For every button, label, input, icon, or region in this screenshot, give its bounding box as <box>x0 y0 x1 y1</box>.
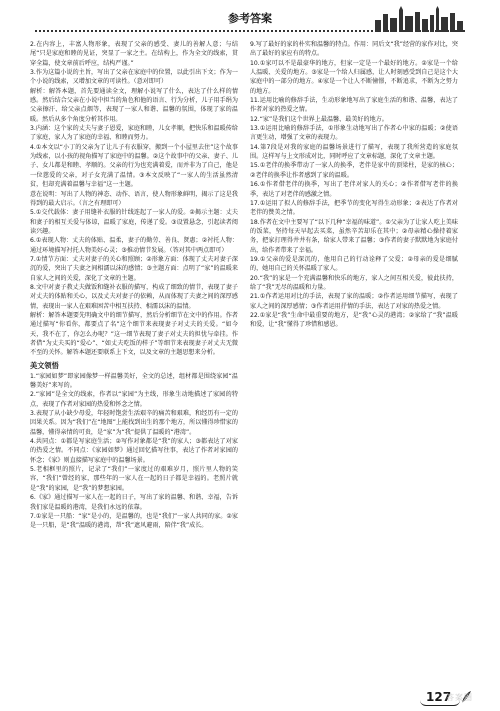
answer-item: 14.第7段是对我的家庭的温馨场景进行了描写，表现了我所营造的家庭氛围。这样写与上文形成对比，同时呼应了文章标题，深化了文章主题。 <box>250 143 458 161</box>
answer-item: 12.“家”是我们这个世界上最温馨、最美好的地方。 <box>250 115 388 123</box>
answer-item: 1.“家园如梦”即家园像梦一样温馨美好，全文的总述，组材都是围绕家园“温馨美好”来写的。 <box>30 372 238 390</box>
answer-item: 2.“家园”是全文的线索，作者以“家园”为主线，形象生动地描述了家园的特点，表现了作者对家园的热爱和怀念之情。 <box>30 391 238 408</box>
answer-item: 解析：解答本题要先明确文中的细节描写，然后分析细节在文中的作用。作者通过描写“你看你，都要点了名”这个细节来表现妻子对丈夫的关爱。“如今天，我不在了，你怎么办呢？”这一细节表现了妻子对丈夫的担忧与牵挂。作者借“为丈夫买的“爱心”、“如丈夫吃饭的样子”等细节来表现妻子对丈夫无微不至的关怀。解答本题还要联系上下文，以及文章的主题思想来分析。 <box>30 311 238 357</box>
answer-item: 5.老相框里的照片，记录了“我们”一家度过的艰难岁月，照片里人物的笑容，“我们”曾经的家，那些年的一家人在一起的日子都是幸福的。老照片就是“我”的家园，是“我”的梦想家园。 <box>30 466 238 492</box>
answer-item: 解析：解答本题，首先要通读全文，理解小说写了什么，表达了什么样的情感。然后结合父亲在小说中担当的角色和他的语言、行为分析，儿子用手绢为父亲擦汗、给父亲点烟等，表现了一家人和谐、温馨的氛围，体现了家的温暖。然后从多个角度分析其作用。 <box>30 87 238 123</box>
answer-item: 19.①父亲的爱是深沉的，他用自己的行动诠释了父爱；②母亲的爱是细腻的，她用自己的关怀温暖了家人。 <box>250 255 458 273</box>
page-number: 127 <box>426 690 452 704</box>
answer-item: 3.表现了从小缺少母爱，年轻时饱尝生活艰辛的痛苦和艰难，和经历有一定的因果关系。因为“我们”在“地图”上能找到出生的那个地方，所以懂得珍惜家的温馨，懂得亲情的可贵，是“家”为“我”提供了温暖的“港湾”。 <box>30 410 238 436</box>
answer-item: 7.①家是一只船：“家”是小的，是温馨的，也是“我们”一家人共同的家。②家是一只船，是“我”温暖的港湾，帮“我”遮风避雨，陪伴“我”成长。 <box>30 512 238 530</box>
answer-item: 8.文中对妻子教丈夫做饭和缝补衣服的描写，构成了细致的情节，表现了妻子对丈夫的体贴和关心，以及丈夫对妻子的依赖，从而体现了夫妻之间的深厚感情，表现出一家人在艰难困苦中相互扶持、相濡以沫的温情。 <box>30 283 238 310</box>
page-title: 参考答案 <box>228 12 272 25</box>
answer-item: 21.①作者运用对比的手法，表现了家的温暖；②作者运用细节描写，表现了家人之间的深厚感情；③作者运用抒情的手法，表达了对家的热爱之情。 <box>250 293 458 310</box>
page-header <box>0 0 500 40</box>
answer-item: 15.①老伴的换季带动了一家人的换季，老伴是家中的顶梁柱，是家的核心；②老伴的换季让作者感到了家的温暖。 <box>250 162 458 179</box>
left-column <box>30 40 238 688</box>
answer-item: 18.作者在文中主要写了“以下几种“幸福的味道”。①父亲为了让家人吃上美味的饭菜，坚持每天早起去买菜，虽然辛苦却乐在其中；②母亲精心操持着家务，把家打理得井井有条，给家人带来了温馨；③作者的妻子默默地为家庭付出，给作者带来了幸福。 <box>250 218 458 254</box>
answer-item: 6.《家》通过描写一家人在一起的日子，写出了家的温馨、和谐、幸福，告诉我们家是温暖的港湾，是我们永远的依靠。 <box>30 494 238 511</box>
answer-item: 4.①本文以“小丁的父亲为了让儿子有衣服穿，搬到一个小屋里去住”这个故事为线索，以小孩的视角描写了家庭中的温馨。②这个故事中的父亲、妻子、儿子、女儿都是和睦、孝顺的。父亲的行为也充满着爱，而并非为了自己，他是一位慈爱的父亲，对子女充满了温情。③本文反映了“一家人的生活虽然清贫，但却充满着温馨与幸福”这一主题。 <box>30 143 238 189</box>
answer-item: 20.“我”的家是一个充满温馨和快乐的地方，家人之间互相关爱，彼此扶持，给了“我”无尽的温暖和力量。 <box>250 274 458 291</box>
answer-item: 10.①家可以不是最豪华的地方，但家一定是一个最好的地方。②家是一个给人温暖、关爱的地方。③家是一个给人归属感，让人时刻感受到自己是这个大家庭中的一部分的地方。④家是一个让人不断憧憬，不断追求，不断为之努力的地方。 <box>250 59 458 95</box>
answer-item: 5.①交代载体：妻子用缝补衣服的针线连起了一家人的爱。②揭示主题：丈夫和妻子的相互关爱与体谅，温暖了家庭，传递了爱。③设置悬念，引起读者阅读兴趣。 <box>30 209 238 235</box>
answer-item: 3.作为这篇小说的主旨，写出了父亲在家庭中的位置，以此引出下文；作为一个小说的线索，又增加文章的可读性。（意对即可） <box>30 69 238 86</box>
answer-item: 11.运用比喻的修辞手法，生动形象地写出了家庭生活的和谐、温馨，表达了作者对家的热爱之情。 <box>250 97 458 114</box>
skyline-decoration-icon <box>375 6 463 32</box>
answer-item: 6.①表现人物：丈夫的体贴、温柔，妻子的勤劳、善良、贤惠；②衬托人物：通过环境描写衬托人物美好心灵；③推动情节发展。（答对其中两点即可） <box>30 237 238 254</box>
answer-item: 16.①作者借老伴的换季，写出了老伴对家人的关心；②作者借写老伴的换季，表达了对老伴的感激之情。 <box>250 181 458 198</box>
answer-item: 3.内涵：这个家的丈夫与妻子恩爱，家庭和睦，儿女孝顺，把快乐和温暖传给了家庭，家人为了家庭的幸福、和睦而努力。 <box>30 125 238 142</box>
answer-item: 13.①运用比喻的修辞手法，①形象生动地写出了作者心中家的温暖；②使语言更生动，增强了文章的表现力。 <box>250 125 458 142</box>
right-answer-list <box>250 40 458 330</box>
answer-item: 2.在内容上，丰富人物形象，表现了父亲的感受、妻儿的善解人意；与结尾“只是家庭和睦的见证，突显了一家之主。在结构上，作为全文的线索，贯穿全篇，使文章前后呼应，结构严谨。” <box>30 41 238 67</box>
page-footer <box>0 688 500 711</box>
right-column <box>250 40 458 688</box>
watermark: 答案圈 <box>446 693 473 702</box>
answer-item: 7.①情节方面：丈夫对妻子的关心和照顾；②形象方面：体现了丈夫对妻子深沉的爱，突出了夫妻之间相濡以沫的感情；③主题方面：点明了“家”的温暖来自家人之间的关爱，深化了文章的主题。 <box>30 255 238 282</box>
answer-item: 9.写了最好的家的朴实和温馨的特点。作用：同后文“我”经营的家作对比，突出了最好的家应有的特点。 <box>250 41 458 58</box>
left-answer-list <box>30 40 238 358</box>
header-divider <box>35 30 465 32</box>
answer-item: 意在说明：写出了人物的神态、动作、语言，使人物形象鲜明，揭示了这是我得到的最大启示。（言之有理即可） <box>30 190 238 207</box>
section-heading: 美文领悟 <box>30 360 59 370</box>
answer-item: 4.共同点：①都是写家庭生活；②写作对象都是“我”的家人；③都表达了对家的热爱之情。不同点：《家园如梦》通过回忆描写往事，表达了作者对家园的怀念；《家》则直接描写家庭中的温馨场景。 <box>30 438 238 464</box>
answer-item: 17.①运用了拟人的修辞手法，把季节的变化写得生动形象；②表达了作者对老伴的赞美之情。 <box>250 199 458 217</box>
left-answer-list-after <box>30 372 238 531</box>
answer-item: 22.①家是“我”生命中最重要的地方，是“我”心灵的港湾；②家给了“我”温暖和爱，让“我”懂得了珍惜和感恩。 <box>250 311 458 329</box>
